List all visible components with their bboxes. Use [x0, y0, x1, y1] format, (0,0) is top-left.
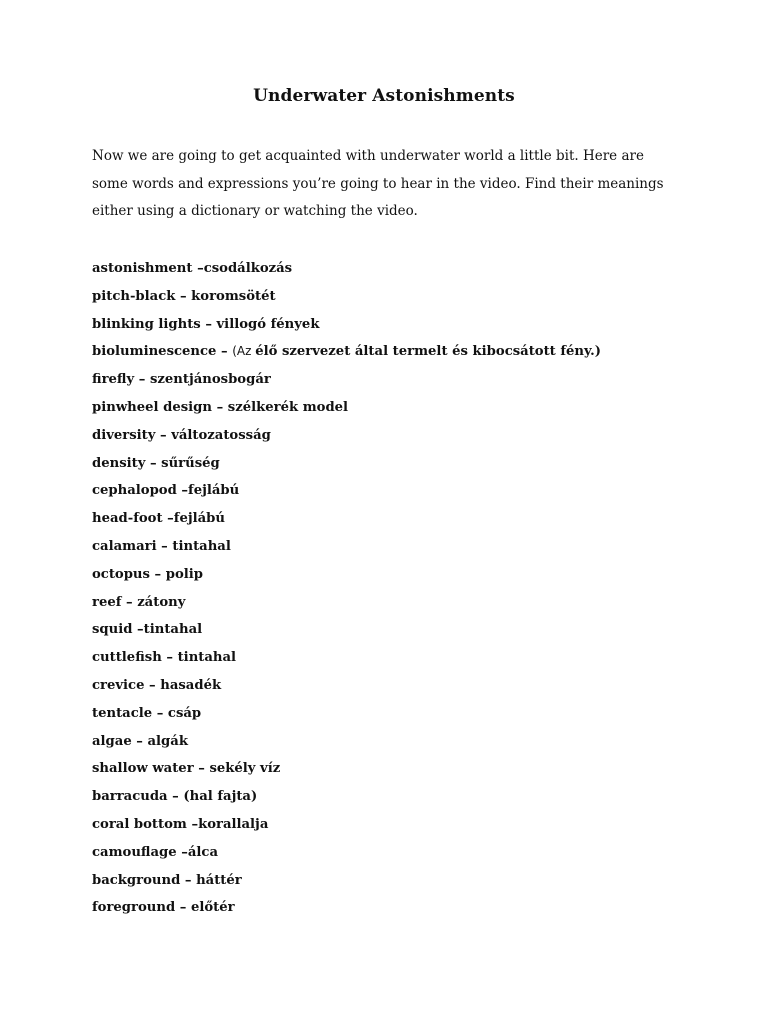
vocabulary-separator: – — [149, 566, 166, 582]
vocabulary-term: coral bottom — [92, 816, 187, 832]
vocabulary-item — [92, 505, 601, 533]
vocabulary-term: cephalopod — [92, 483, 177, 499]
vocabulary-separator: – — [161, 650, 178, 666]
vocabulary-separator: – — [134, 372, 150, 388]
vocabulary-separator: – — [132, 622, 144, 638]
vocabulary-separator: – — [176, 844, 188, 860]
vocabulary-meaning: élő szervezet által termelt és kibocsátott fény.) — [255, 344, 601, 360]
vocabulary-term: shallow water — [92, 761, 194, 777]
vocabulary-paren-prefix: (Az — [232, 344, 256, 359]
vocabulary-separator: – — [155, 427, 172, 443]
vocabulary-term: algae — [92, 733, 132, 749]
vocabulary-item — [92, 422, 601, 450]
vocabulary-term: firefly — [92, 372, 135, 388]
vocabulary-separator: – — [144, 677, 161, 693]
vocabulary-meaning: korallalja — [198, 816, 269, 832]
vocabulary-item — [92, 255, 601, 283]
vocabulary-separator: – — [167, 789, 184, 805]
vocabulary-item — [92, 811, 601, 839]
vocabulary-separator: – — [200, 316, 217, 332]
vocabulary-item — [92, 311, 601, 339]
vocabulary-term: diversity — [92, 427, 156, 443]
vocabulary-item — [92, 338, 601, 366]
vocabulary-meaning: szélkerék model — [227, 399, 349, 415]
vocabulary-item — [92, 561, 601, 589]
vocabulary-separator: – — [186, 816, 199, 832]
vocabulary-separator: – — [212, 399, 228, 415]
vocabulary-separator: – — [121, 594, 138, 610]
vocabulary-meaning: zátony — [137, 594, 186, 610]
vocabulary-meaning: polip — [165, 566, 203, 582]
vocabulary-term: pitch-black — [92, 288, 176, 304]
vocabulary-separator: – — [175, 900, 191, 916]
vocabulary-item — [92, 672, 601, 700]
vocabulary-meaning: (hal fajta) — [183, 789, 258, 805]
vocabulary-meaning: csáp — [167, 705, 202, 721]
vocabulary-separator: – — [145, 455, 162, 471]
vocabulary-separator: – — [162, 511, 174, 527]
vocabulary-item — [92, 589, 601, 617]
vocabulary-meaning: hasadék — [160, 677, 222, 693]
vocabulary-term: crevice — [92, 677, 145, 693]
vocabulary-term: reef — [92, 594, 122, 610]
vocabulary-item — [92, 616, 601, 644]
vocabulary-separator: – — [216, 344, 233, 360]
vocabulary-term: foreground — [92, 900, 176, 916]
vocabulary-meaning: algák — [147, 733, 188, 749]
vocabulary-meaning: csodálkozás — [203, 261, 293, 276]
vocabulary-list — [92, 255, 601, 922]
vocabulary-separator: – — [192, 261, 204, 276]
vocabulary-item — [92, 755, 601, 783]
vocabulary-item — [92, 394, 601, 422]
vocabulary-item — [92, 839, 601, 867]
vocabulary-meaning: háttér — [196, 872, 242, 888]
vocabulary-meaning: fejlábú — [188, 483, 240, 499]
vocabulary-meaning: villogó fények — [216, 316, 320, 332]
vocabulary-meaning: tintahal — [177, 650, 237, 666]
vocabulary-separator: – — [180, 872, 197, 888]
vocabulary-meaning: koromsötét — [191, 288, 276, 304]
vocabulary-item — [92, 644, 601, 672]
vocabulary-item — [92, 366, 601, 394]
vocabulary-separator: – — [152, 705, 168, 721]
vocabulary-term: barracuda — [92, 789, 168, 805]
vocabulary-term: astonishment — [92, 261, 193, 276]
vocabulary-item — [92, 450, 601, 478]
vocabulary-separator: – — [131, 733, 148, 749]
vocabulary-term: pinwheel design — [92, 399, 212, 415]
vocabulary-item — [92, 728, 601, 756]
vocabulary-item — [92, 894, 601, 922]
document-title: Underwater Astonishments — [253, 86, 515, 106]
vocabulary-item — [92, 783, 601, 811]
vocabulary-meaning: változatosság — [171, 427, 271, 443]
vocabulary-item — [92, 533, 601, 561]
vocabulary-separator: – — [175, 288, 192, 304]
vocabulary-meaning: szentjánosbogár — [149, 372, 271, 388]
vocabulary-term: cuttlefish — [92, 650, 162, 666]
vocabulary-term: squid — [92, 622, 133, 638]
vocabulary-meaning: tintahal — [172, 538, 231, 554]
vocabulary-meaning: sűrűség — [161, 455, 220, 471]
vocabulary-meaning: tintahal — [143, 622, 203, 638]
vocabulary-term: camouflage — [92, 844, 177, 860]
vocabulary-separator: – — [176, 483, 189, 499]
vocabulary-term: bioluminescence — [92, 344, 217, 360]
vocabulary-term: calamari — [92, 538, 157, 554]
vocabulary-term: head-foot — [92, 511, 163, 527]
vocabulary-item — [92, 700, 601, 728]
vocabulary-term: blinking lights — [92, 316, 201, 332]
vocabulary-term: background — [92, 872, 181, 888]
vocabulary-item — [92, 867, 601, 895]
intro-paragraph: Now we are going to get acquainted with underwater world a little bit. Here are some words and expressions you’re going to hear in the video. Find their meanings either using a dictionary or watching the video. — [92, 148, 664, 219]
vocabulary-meaning: álca — [187, 844, 218, 860]
vocabulary-meaning: előtér — [190, 900, 235, 916]
vocabulary-term: density — [92, 455, 146, 471]
vocabulary-item — [92, 477, 601, 505]
vocabulary-term: tentacle — [92, 705, 153, 721]
vocabulary-separator: – — [156, 538, 173, 554]
vocabulary-meaning: sekély víz — [209, 761, 281, 777]
vocabulary-separator: – — [193, 761, 210, 777]
vocabulary-item — [92, 283, 601, 311]
vocabulary-meaning: fejlábú — [173, 511, 225, 527]
vocabulary-term: octopus — [92, 566, 150, 582]
